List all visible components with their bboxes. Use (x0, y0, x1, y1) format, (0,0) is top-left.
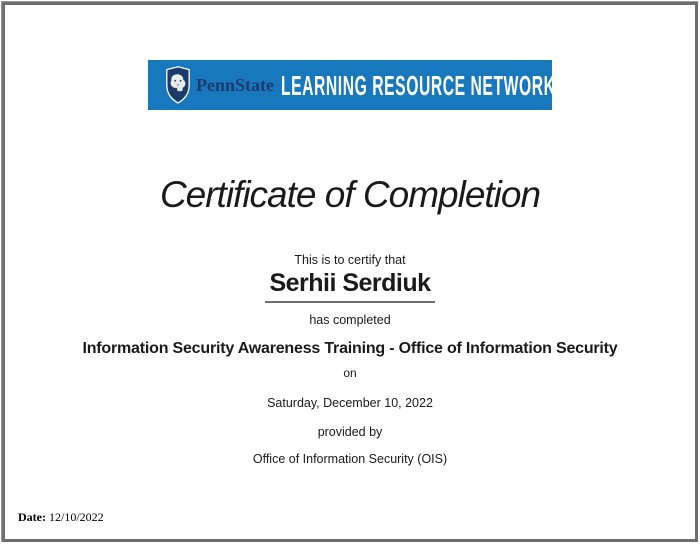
provided-by-line: provided by (317, 425, 383, 439)
on-line: on (343, 366, 357, 380)
course-title: Information Security Awareness Training - Office of Information Security (82, 340, 618, 357)
certify-line: This is to certify that (294, 253, 406, 267)
completed-line: has completed (309, 313, 391, 327)
completion-date: Saturday, December 10, 2022 (267, 396, 433, 410)
provider-name: Office of Information Security (OIS) (252, 452, 448, 466)
penn-state-wordmark: PennState (196, 75, 274, 95)
banner-network-title: LEARNING RESOURCE NETWORK (281, 70, 556, 101)
footer-date-label: Date: (18, 510, 46, 524)
footer-date-value: 12/10/2022 (48, 510, 104, 524)
certificate-title: Certificate of Completion (159, 174, 541, 215)
recipient-name-row (0, 269, 700, 303)
penn-state-shield-icon (166, 66, 190, 104)
recipient-name: Serhii Serdiuk (265, 269, 434, 303)
header-banner (148, 60, 556, 110)
footer-date (18, 510, 104, 525)
